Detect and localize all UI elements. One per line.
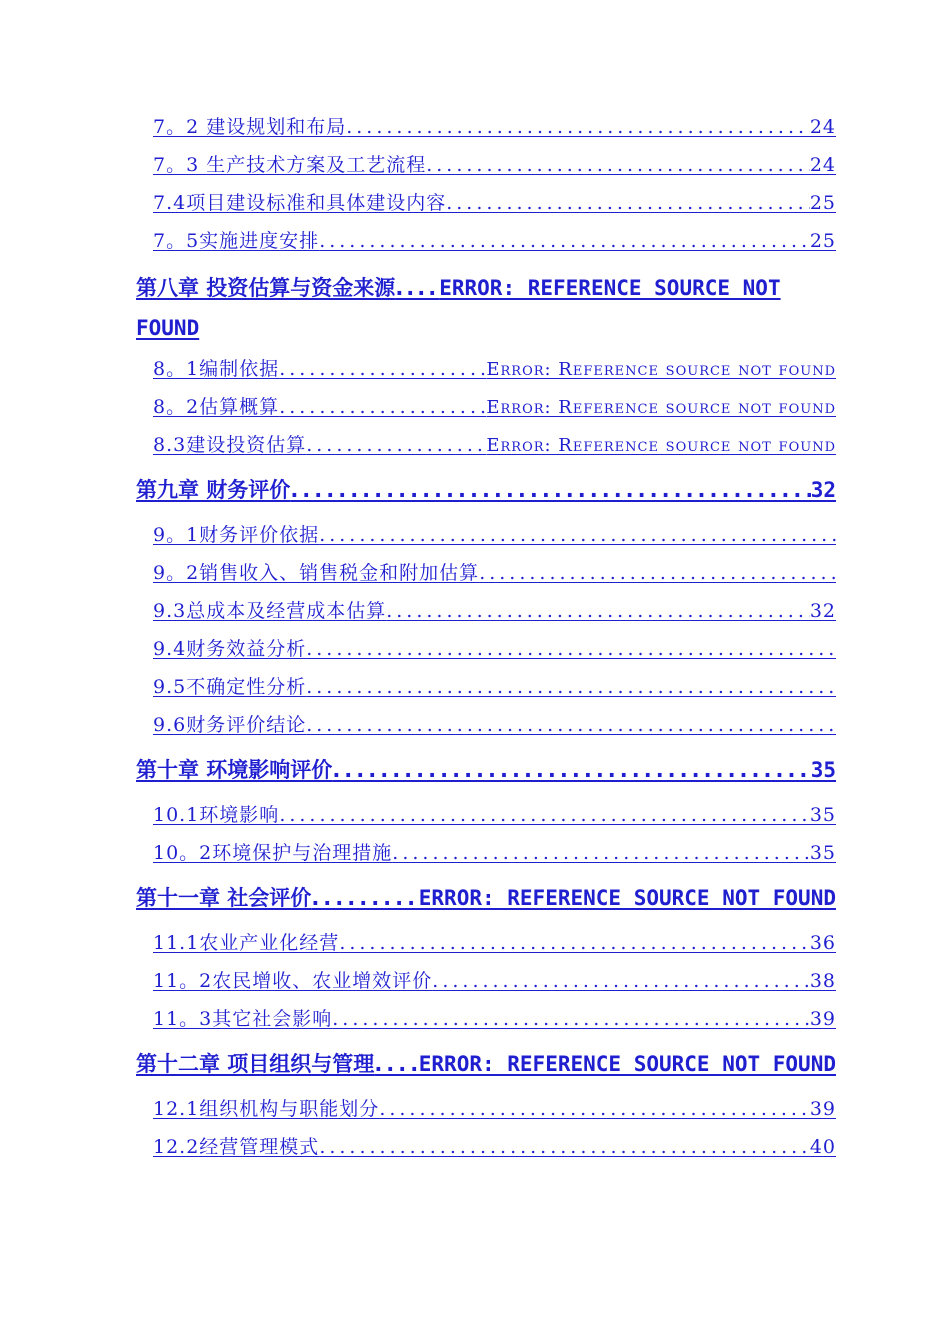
toc-entry-title: 9.4财务效益分析 [153,638,307,660]
toc-chapter-title: 第十二章 项目组织与管理 [136,1052,375,1076]
toc-entry-title: 12.2经营管理模式 [153,1136,320,1158]
toc-entry-7-3[interactable] [153,150,836,188]
toc-entry-7-5[interactable] [153,226,836,264]
toc-entry-title: 9.5不确定性分析 [153,676,307,698]
toc-entry-11-1[interactable] [153,928,836,966]
toc-entry-page: Error: Reference source not found [486,397,836,418]
toc-leader-dots [479,558,836,588]
toc-entry-title: 7.4项目建设标准和具体建设内容 [153,192,447,214]
toc-entry-10-2[interactable] [153,838,836,876]
toc-entry-page: 24 [809,154,836,176]
toc-entry-page: Error: Reference source not found [486,435,836,456]
toc-leader-dots [306,430,486,460]
toc-entry-12-2[interactable] [153,1132,836,1170]
toc-chapter-page: 35 [810,758,836,782]
toc-chapter-title: 第十章 环境影响评价 [136,758,333,782]
toc-leader-dots [426,150,810,180]
toc-entry-page: 38 [809,970,836,992]
toc-leader-dots [374,1046,418,1082]
toc-chapter-page: ERROR: REFERENCE SOURCE NOT FOUND [418,1052,836,1076]
toc-entry-page: 25 [809,230,836,252]
toc-entry-9-3[interactable] [153,596,836,634]
toc-entry-title: 12.1组织机构与职能划分 [153,1098,380,1120]
toc-entry-9-5[interactable] [153,672,836,710]
table-of-contents [136,112,836,1170]
toc-leader-dots [332,1004,810,1034]
toc-entry-7-2[interactable] [153,112,836,150]
toc-leader-dots [432,966,810,996]
toc-leader-dots [279,392,486,422]
toc-leader-dots [395,276,439,300]
toc-chapter-title: 第九章 财务评价 [136,478,291,502]
toc-chapter-page: ERROR: REFERENCE SOURCE NOT FOUND [418,886,836,910]
toc-entry-title: 9.3总成本及经营成本估算 [153,600,387,622]
toc-entry-title: 11。2农民增收、农业增效评价 [153,970,433,992]
toc-entry-11-3[interactable] [153,1004,836,1042]
toc-entry-9-1[interactable] [153,520,836,558]
toc-chapter-10[interactable] [136,752,836,795]
toc-entry-page: 40 [809,1136,836,1158]
toc-chapter-9[interactable] [136,472,836,515]
toc-leader-dots [306,710,836,740]
toc-entry-title: 9。1财务评价依据 [153,524,320,546]
toc-entry-11-2[interactable] [153,966,836,1004]
toc-entry-page: 24 [809,116,836,138]
toc-leader-dots [319,226,810,256]
toc-entry-page: 35 [809,804,836,826]
toc-entry-9-2[interactable] [153,558,836,596]
toc-leader-dots [319,1132,810,1162]
toc-chapter-title: 第十一章 社会评价 [136,886,312,910]
toc-entry-page: 25 [809,192,836,214]
toc-entry-title: 8。1编制依据 [153,358,280,380]
toc-entry-8-1[interactable] [153,354,836,392]
toc-chapter-11[interactable] [136,880,836,923]
toc-entry-title: 11.1农业产业化经营 [153,932,340,954]
toc-entry-page: 35 [809,842,836,864]
toc-leader-dots [279,800,810,830]
toc-entry-page: Error: Reference source not found [486,359,836,380]
toc-leader-dots [279,354,486,384]
toc-entry-page: 39 [809,1008,836,1030]
toc-entry-page: 36 [809,932,836,954]
toc-entry-page: 32 [809,600,836,622]
toc-entry-8-2[interactable] [153,392,836,430]
toc-entry-12-1[interactable] [153,1094,836,1132]
toc-entry-title: 7。2 建设规划和布局 [153,116,347,138]
toc-leader-dots [392,838,810,868]
toc-entry-title: 9.6财务评价结论 [153,714,307,736]
toc-leader-dots [446,188,810,218]
toc-entry-8-3[interactable] [153,430,836,468]
toc-entry-page: 39 [809,1098,836,1120]
toc-leader-dots [311,880,418,916]
toc-leader-dots [332,752,810,788]
toc-leader-dots [319,520,836,550]
toc-leader-dots [379,1094,810,1124]
toc-entry-9-4[interactable] [153,634,836,672]
toc-leader-dots [306,634,836,664]
toc-leader-dots [290,472,810,508]
toc-leader-dots [346,112,810,142]
toc-entry-10-1[interactable] [153,800,836,838]
toc-chapter-12[interactable] [136,1046,836,1089]
toc-chapter-8[interactable] [136,268,836,348]
toc-entry-title: 8。2估算概算 [153,396,280,418]
toc-entry-7-4[interactable] [153,188,836,226]
toc-entry-title: 8.3建设投资估算 [153,434,307,456]
toc-entry-title: 11。3其它社会影响 [153,1008,333,1030]
toc-chapter-page: ERROR: REFERENCE SOURCE NOT FOUND [136,276,781,340]
toc-leader-dots [306,672,836,702]
toc-leader-dots [386,596,810,626]
toc-entry-9-6[interactable] [153,710,836,748]
toc-entry-title: 7。3 生产技术方案及工艺流程 [153,154,427,176]
toc-entry-title: 9。2销售收入、销售税金和附加估算 [153,562,480,584]
toc-chapter-page: 32 [810,478,836,502]
toc-chapter-title: 第八章 投资估算与资金来源 [136,276,396,300]
toc-entry-title: 10.1环境影响 [153,804,280,826]
toc-entry-title: 7。5实施进度安排 [153,230,320,252]
toc-entry-title: 10。2环境保护与治理措施 [153,842,393,864]
toc-leader-dots [339,928,810,958]
